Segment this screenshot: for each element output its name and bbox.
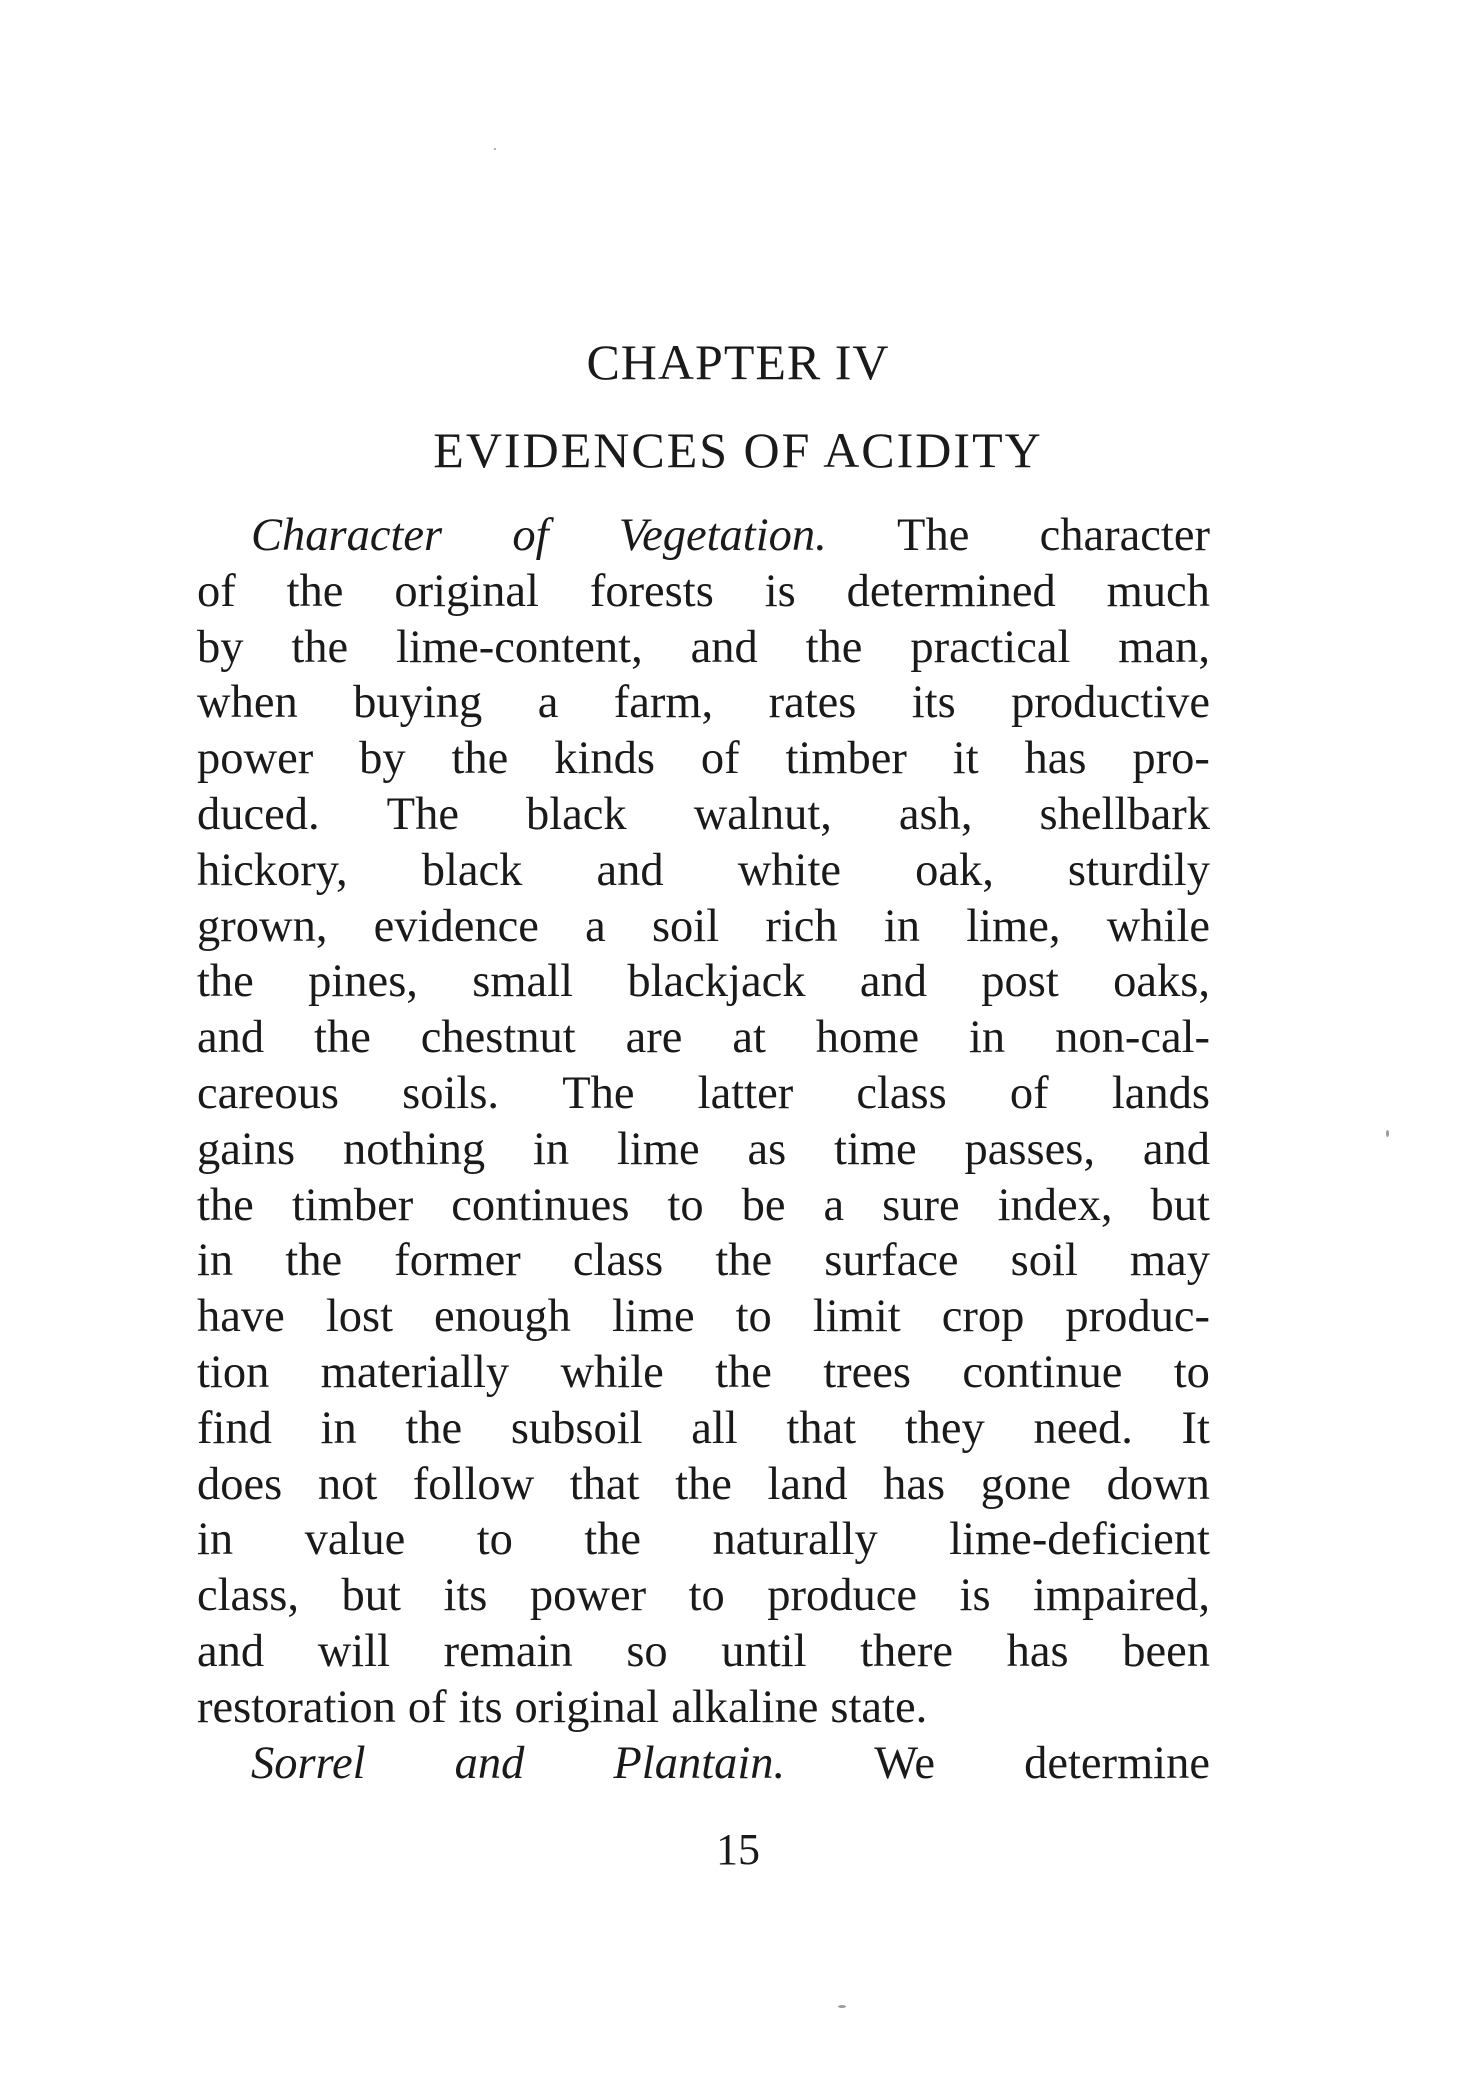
word: that <box>786 1402 857 1454</box>
word: former <box>394 1235 521 1287</box>
word: oak, <box>915 844 994 896</box>
text-line <box>197 564 1210 620</box>
word: of <box>197 565 236 617</box>
word: to <box>688 1570 725 1622</box>
word: lime <box>611 1291 695 1343</box>
word: index, <box>997 1179 1113 1231</box>
word: be <box>741 1179 786 1231</box>
word: pines, <box>308 956 418 1008</box>
word: time <box>834 1123 917 1175</box>
word: passes, <box>964 1123 1095 1175</box>
word: chestnut <box>420 1012 576 1064</box>
text-line <box>197 1010 1210 1066</box>
word: has <box>1006 1625 1069 1677</box>
word: walnut, <box>693 788 832 840</box>
word: grown, <box>197 900 328 952</box>
text-line <box>197 620 1210 676</box>
word: the <box>405 1402 463 1454</box>
word: crop <box>941 1291 1025 1343</box>
word: We <box>874 1737 936 1789</box>
word: latter <box>697 1067 794 1119</box>
text-line <box>197 787 1210 843</box>
word: the <box>197 1179 254 1231</box>
word: lime, <box>966 900 1061 952</box>
word: of <box>1009 1067 1049 1119</box>
word: the <box>286 565 344 617</box>
word: in <box>532 1123 570 1175</box>
word: limit <box>812 1291 901 1343</box>
word: the <box>675 1458 732 1510</box>
italic-word: Character <box>251 510 443 561</box>
chapter-title: EVIDENCES OF ACIDITY <box>433 422 1043 478</box>
text-line <box>197 1345 1210 1401</box>
word: while <box>1106 900 1210 952</box>
word: they <box>904 1402 985 1454</box>
word: sure <box>882 1179 960 1231</box>
word: a <box>823 1179 845 1231</box>
word: of <box>407 1681 447 1733</box>
word: farm, <box>613 677 714 729</box>
word: to <box>1173 1346 1210 1398</box>
text-line <box>197 843 1210 899</box>
word: a <box>585 900 606 952</box>
word: will <box>317 1625 391 1677</box>
word: until <box>721 1625 807 1677</box>
word: soils. <box>402 1067 500 1119</box>
text-line <box>197 1401 1210 1457</box>
word: productive <box>1011 677 1210 729</box>
word: soil <box>1010 1235 1078 1287</box>
word: The <box>562 1067 635 1119</box>
italic-word: of <box>512 510 549 561</box>
word: practical <box>910 621 1071 673</box>
word: The <box>386 788 459 840</box>
word: rich <box>765 900 838 952</box>
word: produc- <box>1065 1291 1210 1343</box>
word: there <box>860 1625 954 1677</box>
word: power <box>197 733 314 785</box>
word: in <box>197 1235 234 1287</box>
word: surface <box>824 1235 959 1287</box>
text-line <box>197 899 1210 955</box>
word: produce <box>767 1570 918 1622</box>
word: oaks, <box>1113 956 1210 1008</box>
word: black <box>525 788 627 840</box>
word: by <box>359 733 406 785</box>
italic-word: Vegetation. <box>618 510 827 561</box>
word: shellbark <box>1039 788 1210 840</box>
word: timber <box>785 733 907 785</box>
word: trees <box>823 1346 911 1398</box>
word: enough <box>434 1291 571 1343</box>
word: lands <box>1111 1067 1210 1119</box>
text-line <box>197 1736 1210 1792</box>
word: and <box>859 956 927 1008</box>
word: its <box>911 677 956 729</box>
word: black <box>421 844 523 896</box>
word: power <box>529 1570 647 1622</box>
word: naturally <box>712 1514 878 1566</box>
word: small <box>472 956 573 1008</box>
word: has <box>1024 733 1087 785</box>
word: the <box>314 1012 371 1064</box>
word: a <box>537 677 559 729</box>
italic-word: Sorrel <box>251 1737 366 1789</box>
word: and <box>690 621 758 673</box>
word: is <box>959 1570 991 1622</box>
word: determined <box>846 565 1056 617</box>
word: the <box>285 1235 343 1287</box>
word: and <box>197 1012 265 1064</box>
text-line <box>197 1289 1210 1345</box>
word: subsoil <box>510 1402 643 1454</box>
word: been <box>1122 1625 1210 1677</box>
text-line <box>197 675 1210 731</box>
text-line <box>197 954 1210 1010</box>
word: gains <box>197 1123 296 1175</box>
word: in <box>320 1402 357 1454</box>
text-line <box>197 1624 1210 1680</box>
word: as <box>747 1123 787 1175</box>
word: original <box>514 1681 660 1733</box>
word: sturdily <box>1067 844 1210 896</box>
word: continues <box>451 1179 630 1231</box>
text-line <box>197 1457 1210 1513</box>
word: by <box>197 621 244 673</box>
body-text <box>197 508 1210 1791</box>
word: nothing <box>343 1123 486 1175</box>
word: The <box>897 510 970 561</box>
word: post <box>981 956 1059 1008</box>
word: it <box>952 733 979 785</box>
word: duced. <box>197 788 320 840</box>
word: the <box>805 621 863 673</box>
word: down <box>1106 1458 1210 1510</box>
word: materially <box>320 1346 510 1398</box>
word: but <box>1150 1179 1210 1231</box>
word: restoration <box>197 1681 396 1733</box>
word: lime-content, <box>396 621 643 673</box>
word: gone <box>980 1458 1072 1510</box>
word: is <box>764 565 796 617</box>
word: forests <box>589 565 714 617</box>
word: need. <box>1033 1402 1133 1454</box>
word: kinds <box>554 733 655 785</box>
text-line <box>197 1122 1210 1178</box>
word: non-cal- <box>1055 1012 1210 1064</box>
word: in <box>883 900 920 952</box>
word: class <box>572 1235 664 1287</box>
word: find <box>197 1402 272 1454</box>
text-line <box>197 1512 1210 1568</box>
word: continue <box>962 1346 1123 1398</box>
word: lime <box>616 1123 700 1175</box>
scan-speck <box>494 148 496 150</box>
word: lost <box>325 1291 393 1343</box>
word: remain <box>443 1625 573 1677</box>
word: determine <box>1024 1737 1210 1789</box>
word: have <box>197 1291 285 1343</box>
word: soil <box>651 900 720 952</box>
word: the <box>715 1235 773 1287</box>
word: tion <box>197 1346 270 1398</box>
word: but <box>341 1570 401 1622</box>
word: the <box>715 1346 772 1398</box>
word: white <box>737 844 841 896</box>
word: in <box>197 1514 234 1566</box>
word: when <box>197 677 298 729</box>
word: alkaline <box>671 1681 819 1733</box>
word: buying <box>353 677 483 729</box>
word: its <box>458 1681 503 1733</box>
word: to <box>476 1514 513 1566</box>
word: while <box>560 1346 664 1398</box>
word: the <box>291 621 349 673</box>
chapter-number: CHAPTER IV <box>586 334 890 390</box>
word: so <box>626 1625 668 1677</box>
word: blackjack <box>627 956 806 1008</box>
word: of <box>700 733 740 785</box>
word: pro- <box>1132 733 1210 785</box>
word: timber <box>291 1179 414 1231</box>
word: the <box>584 1514 642 1566</box>
scan-speck <box>838 2005 846 2008</box>
word: value <box>304 1514 406 1566</box>
word: to <box>735 1291 772 1343</box>
scan-speck <box>1386 1130 1389 1137</box>
word: rates <box>768 677 857 729</box>
word: careous <box>197 1067 339 1119</box>
word: class <box>856 1067 947 1119</box>
text-line <box>197 1233 1210 1289</box>
page-number: 15 <box>716 1825 760 1874</box>
word: follow <box>412 1458 535 1510</box>
text-line <box>197 508 1210 564</box>
word: does <box>197 1458 283 1510</box>
word: impaired, <box>1033 1570 1210 1622</box>
italic-word: and <box>454 1737 525 1789</box>
word: land <box>767 1458 848 1510</box>
word: home <box>815 1012 920 1064</box>
word: and <box>1142 1123 1210 1175</box>
text-line <box>197 1568 1210 1624</box>
word: evidence <box>373 900 539 952</box>
italic-word: Plantain. <box>613 1737 786 1789</box>
text-line <box>197 1066 1210 1122</box>
word: are <box>625 1012 683 1064</box>
word: state. <box>830 1681 928 1733</box>
word: class, <box>197 1570 300 1622</box>
word: ash, <box>898 788 973 840</box>
word: at <box>732 1012 766 1064</box>
word: and <box>596 844 664 896</box>
word: not <box>317 1458 378 1510</box>
word: original <box>394 565 539 617</box>
word: character <box>1039 510 1210 561</box>
word: may <box>1129 1235 1210 1287</box>
text-line <box>197 1178 1210 1234</box>
word: lime-deficient <box>949 1514 1210 1566</box>
word: hickory, <box>197 844 348 896</box>
word: man, <box>1118 621 1210 673</box>
word: It <box>1181 1402 1210 1454</box>
word: the <box>451 733 509 785</box>
word: and <box>197 1625 265 1677</box>
word: has <box>883 1458 946 1510</box>
text-line <box>197 1680 1210 1736</box>
word: that <box>569 1458 640 1510</box>
word: all <box>691 1402 738 1454</box>
word: much <box>1106 565 1210 617</box>
text-line <box>197 731 1210 787</box>
word: the <box>197 956 254 1008</box>
word: in <box>969 1012 1006 1064</box>
word: to <box>667 1179 704 1231</box>
word: its <box>443 1570 488 1622</box>
